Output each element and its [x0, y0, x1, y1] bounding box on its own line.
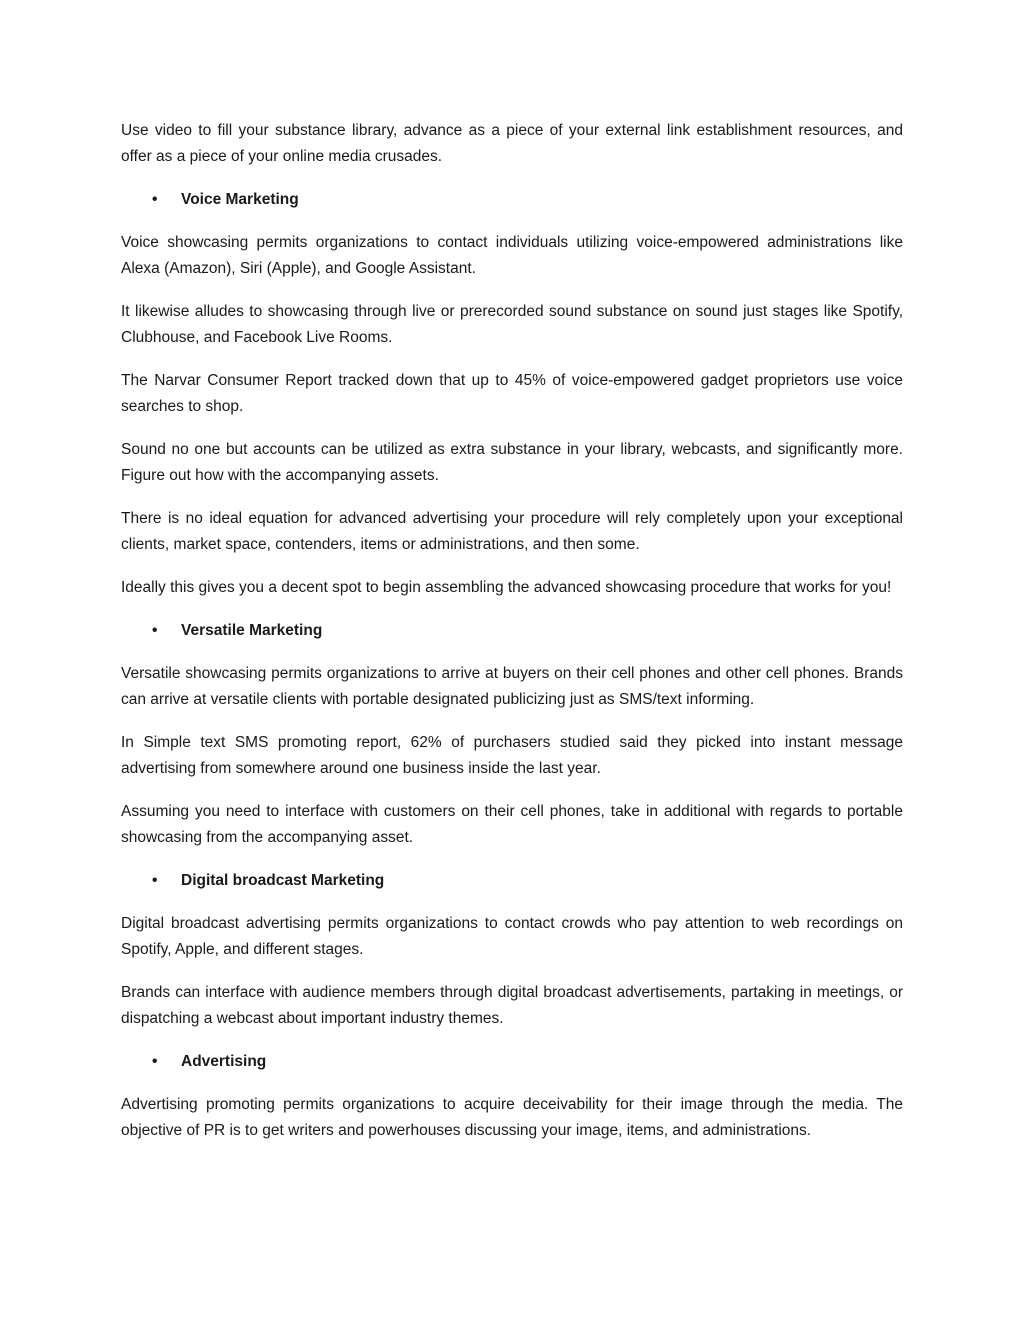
bullet-icon: • [152, 191, 158, 208]
paragraph: Assuming you need to interface with customers on their cell phones, take in additional with regards to portable showcasing from the accompanying asset. [121, 803, 903, 846]
paragraph: It likewise alludes to showcasing through live or prerecorded sound substance on sound just stages like Spotify, Clubhouse, and Facebook Live Rooms. [121, 303, 903, 346]
document-page [121, 118, 903, 1161]
bullet-heading-label: Voice Marketing [181, 191, 299, 208]
bullet-icon: • [152, 872, 158, 889]
paragraph: In Simple text SMS promoting report, 62% of purchasers studied said they picked into instant message advertising from somewhere around one business inside the last year. [121, 734, 903, 777]
bullet-icon: • [152, 1053, 158, 1070]
paragraph: Brands can interface with audience members through digital broadcast advertisements, partaking in meetings, or dispatching a webcast about important industry themes. [121, 984, 903, 1027]
paragraph: The Narvar Consumer Report tracked down that up to 45% of voice-empowered gadget proprietors use voice searches to shop. [121, 372, 903, 415]
paragraph: Advertising promoting permits organizations to acquire deceivability for their image through the media. The objective of PR is to get writers and powerhouses discussing your image, items, and administrations. [121, 1096, 903, 1139]
paragraph: Sound no one but accounts can be utilized as extra substance in your library, webcasts, and significantly more. Figure out how with the accompanying assets. [121, 441, 903, 484]
bullet-heading-label: Versatile Marketing [181, 622, 323, 639]
bullet-heading [121, 187, 903, 213]
paragraph: Versatile showcasing permits organizations to arrive at buyers on their cell phones and other cell phones. Brands can arrive at versatile clients with portable designated publicizing just as SMS/text informing. [121, 665, 903, 708]
paragraph: Use video to fill your substance library, advance as a piece of your external link establishment resources, and offer as a piece of your online media crusades. [121, 122, 903, 165]
bullet-heading [121, 868, 903, 894]
bullet-heading [121, 1049, 903, 1075]
bullet-heading-label: Digital broadcast Marketing [181, 872, 385, 889]
bullet-heading [121, 618, 903, 644]
paragraph: Digital broadcast advertising permits organizations to contact crowds who pay attention to web recordings on Spotify, Apple, and different stages. [121, 915, 903, 958]
paragraph: Voice showcasing permits organizations to contact individuals utilizing voice-empowered administrations like Alexa (Amazon), Siri (Apple), and Google Assistant. [121, 234, 903, 277]
bullet-heading-label: Advertising [181, 1053, 267, 1070]
paragraph: Ideally this gives you a decent spot to begin assembling the advanced showcasing procedure that works for you! [121, 579, 892, 596]
paragraph: There is no ideal equation for advanced advertising your procedure will rely completely upon your exceptional clients, market space, contenders, items or administrations, and then some. [121, 510, 903, 553]
bullet-icon: • [152, 622, 158, 639]
